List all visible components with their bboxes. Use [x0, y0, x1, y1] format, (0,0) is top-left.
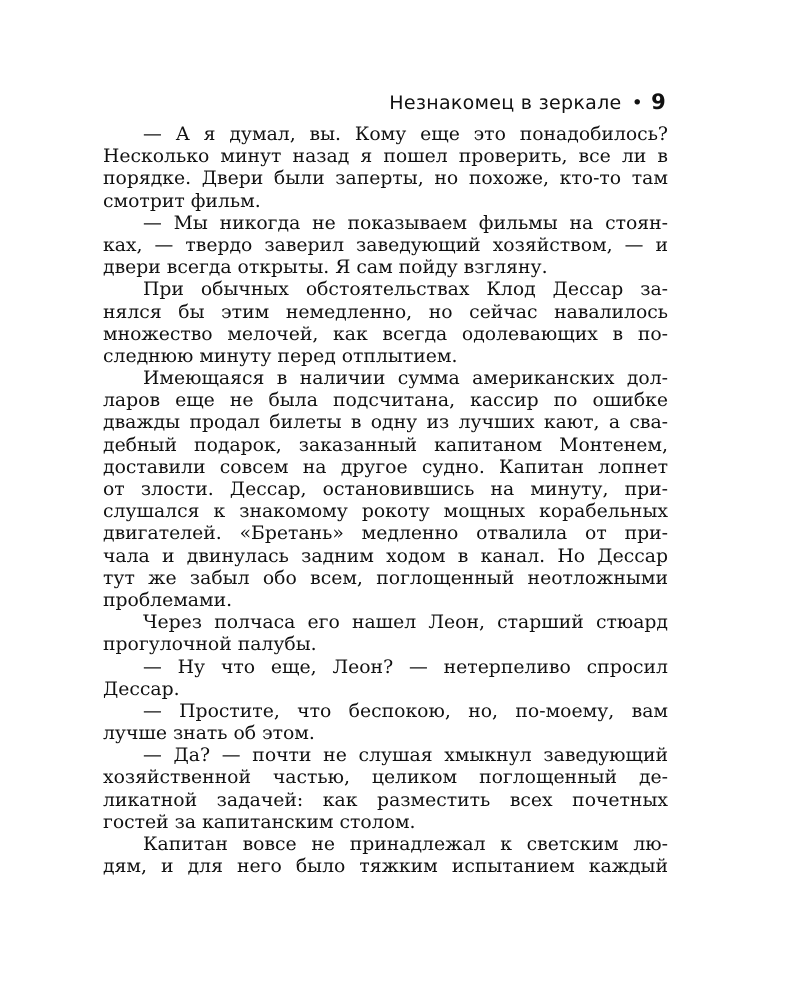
text-line: смотрит фильм.: [103, 190, 261, 212]
text-line: — Ну что еще, Леон? — нетерпеливо спросил: [143, 656, 668, 678]
text-line: лучше знать об этом.: [103, 723, 315, 745]
text-line: Несколько минут назад я пошел проверить, все ли в: [103, 146, 668, 168]
text-line: — Да? — почти не слушая хмыкнул заведующий: [143, 745, 668, 767]
text-line: Капитан вовсе не принадлежал к светским лю-: [143, 834, 668, 855]
body-text: [103, 124, 668, 878]
text-line: ликатной задачей: как разместить всех почетных: [103, 789, 668, 811]
text-line: слушался к знакомому рокоту мощных корабельных: [103, 501, 668, 523]
text-line: тут же забыл обо всем, поглощенный неотложными: [103, 567, 668, 589]
header-separator: •: [631, 92, 644, 114]
text-line: гостей за капитанским столом.: [103, 811, 416, 833]
running-head: [389, 90, 666, 114]
text-line: хозяйственной частью, целиком поглощенный де-: [103, 767, 668, 789]
text-line: — А я думал, вы. Кому еще это понадобилось?: [143, 124, 668, 145]
text-line: порядке. Двери были заперты, но похоже, кто-то там: [103, 168, 668, 190]
text-line: дям, и для него было тяжким испытанием каждый: [103, 856, 668, 878]
text-line: Имеющаяся в наличии сумма американских дол-: [143, 368, 668, 390]
text-line: нялся бы этим немедленно, но сейчас навалилось: [103, 301, 668, 323]
text-line: ларов еще не была подсчитана, кассир по ошибке: [103, 390, 668, 412]
page-number: 9: [651, 90, 666, 114]
text-line: — Простите, что беспокою, но, по-моему, вам: [143, 700, 668, 722]
text-line: доставили совсем на другое судно. Капитан лопнет: [103, 456, 668, 478]
text-line: множество мелочей, как всегда одолевающих в по-: [103, 323, 668, 345]
book-title: Незнакомец в зеркале: [389, 92, 622, 114]
text-line: двери всегда открыты. Я сам пойду взгляну.: [103, 257, 548, 279]
text-line: дважды продал билеты в одну из лучших кают, а сва-: [103, 412, 668, 434]
text-line: проблемами.: [103, 589, 233, 611]
text-line: прогулочной палубы.: [103, 634, 317, 656]
text-line: Через полчаса его нашел Леон, старший стюард: [143, 612, 668, 634]
text-line: двигателей. «Бретань» медленно отвалила от при-: [103, 523, 668, 545]
text-line: — Мы никогда не показываем фильмы на стоян-: [143, 212, 668, 234]
text-line: Дессар.: [103, 678, 180, 700]
text-line: При обычных обстоятельствах Клод Дессар за-: [143, 279, 668, 301]
text-line: ках, — твердо заверил заведующий хозяйством, — и: [103, 234, 668, 256]
text-line: от злости. Дессар, остановившись на минуту, при-: [103, 479, 668, 500]
text-line: чала и двинулась задним ходом в канал. Но Дессар: [103, 545, 668, 567]
text-line: дебный подарок, заказанный капитаном Монтенем,: [103, 434, 668, 456]
text-line: следнюю минуту перед отплытием.: [103, 345, 458, 367]
